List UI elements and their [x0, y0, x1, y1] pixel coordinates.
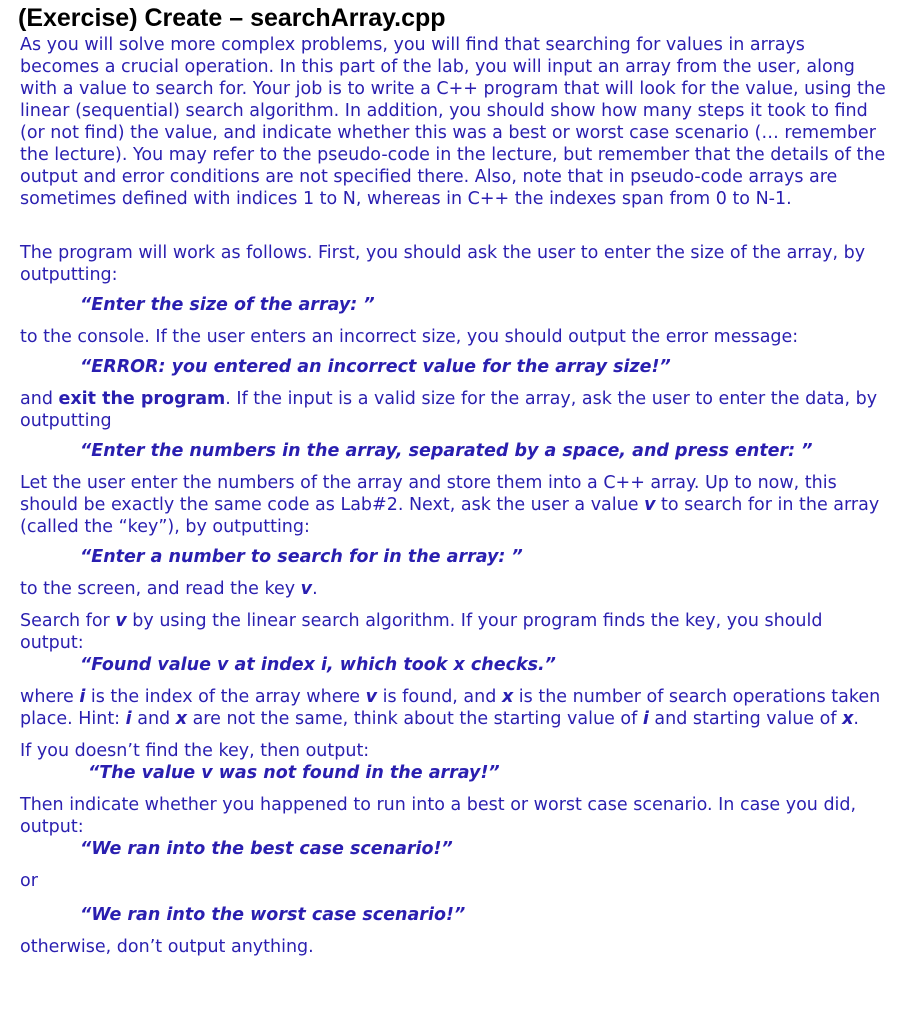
- var-i: i: [642, 709, 649, 729]
- text-run: to search for in the array (called the “key”), by outputting:: [20, 495, 880, 537]
- search-paragraph: [20, 610, 887, 654]
- program-flow-paragraph: The program will work as follows. First, you should ask the user to enter the size of the array, by outputting:: [20, 243, 866, 285]
- var-v: v: [115, 611, 127, 631]
- read-key-paragraph: [20, 578, 887, 600]
- found-message-quote: “Found value v at index i, which took x checks.”: [80, 655, 556, 675]
- worst-case-quote: “We ran into the worst case scenario!”: [80, 905, 466, 925]
- text-run: is the number of search operations taken place. Hint:: [20, 687, 881, 729]
- key-paragraph: [20, 472, 887, 538]
- prompt-key-quote: “Enter a number to search for in the array: ”: [80, 547, 523, 567]
- text-run: Let the user enter the numbers of the array and store them into a C++ array. Up to now, this should be exactly the same code as Lab#2. Next, ask the user a value: [20, 473, 837, 515]
- page-title: (Exercise) Create – searchArray.cpp: [18, 4, 446, 32]
- text-run: where: [20, 687, 80, 707]
- scenario-paragraph: Then indicate whether you happened to run into a best or worst case scenario. In case you did, output:: [20, 795, 857, 837]
- prompt-size-quote: “Enter the size of the array: ”: [80, 295, 375, 315]
- error-message-quote: “ERROR: you entered an incorrect value for the array size!”: [80, 357, 671, 377]
- not-found-paragraph: If you doesn’t find the key, then output:: [20, 741, 370, 761]
- var-x: x: [842, 709, 854, 729]
- var-i: i: [125, 709, 132, 729]
- best-case-quote: “We ran into the best case scenario!”: [80, 839, 453, 859]
- text-run: . If the input is a valid size for the array, ask the user to enter the data, by outputting: [20, 389, 878, 431]
- where-paragraph: [20, 686, 887, 730]
- otherwise-paragraph: otherwise, don’t output anything.: [20, 937, 314, 957]
- or-text: or: [20, 871, 38, 891]
- var-i: i: [79, 687, 86, 707]
- exit-paragraph: [20, 388, 887, 432]
- prompt-numbers-quote: “Enter the numbers in the array, separated by a space, and press enter: ”: [80, 441, 813, 461]
- intro-paragraph: As you will solve more complex problems, you will find that searching for values in arrays becomes a crucial operation. In this part of the lab, you will input an array from the user, along with a value to search for. Your job is to write a C++ program that will look for the value, using the linear (sequential) search algorithm. In addition, you should show how many steps it took to find (or not find) the value, and indicate whether this was a best or worst case scenario (… remember the lecture). You may refer to the pseudo-code in the lecture, but remember that the details of the output and error conditions are not specified there. Also, note that in pseudo-code arrays are sometimes defined with indices 1 to N, whereas in C++ the indexes span from 0 to N-1.: [20, 35, 886, 209]
- exit-emphasis: exit the program: [58, 389, 226, 409]
- not-found-message-quote: “The value v was not found in the array!”: [88, 763, 500, 783]
- console-paragraph: to the console. If the user enters an incorrect size, you should output the error message:: [20, 327, 799, 347]
- text-run: and: [131, 709, 176, 729]
- var-v: v: [644, 495, 656, 515]
- var-x: x: [501, 687, 514, 707]
- text-run: .: [312, 579, 318, 599]
- var-x: x: [175, 709, 188, 729]
- text-run: is the index of the array where: [85, 687, 366, 707]
- text-run: Search for: [20, 611, 116, 631]
- text-run: and starting value of: [648, 709, 843, 729]
- text-run: is found, and: [377, 687, 502, 707]
- var-v: v: [365, 687, 378, 707]
- text-run: to the screen, and read the key: [20, 579, 301, 599]
- text-run: .: [853, 709, 859, 729]
- var-v: v: [300, 579, 313, 599]
- text-run: and: [20, 389, 59, 409]
- text-run: by using the linear search algorithm. If your program finds the key, you should output:: [20, 611, 823, 653]
- text-run: are not the same, think about the starting value of: [187, 709, 643, 729]
